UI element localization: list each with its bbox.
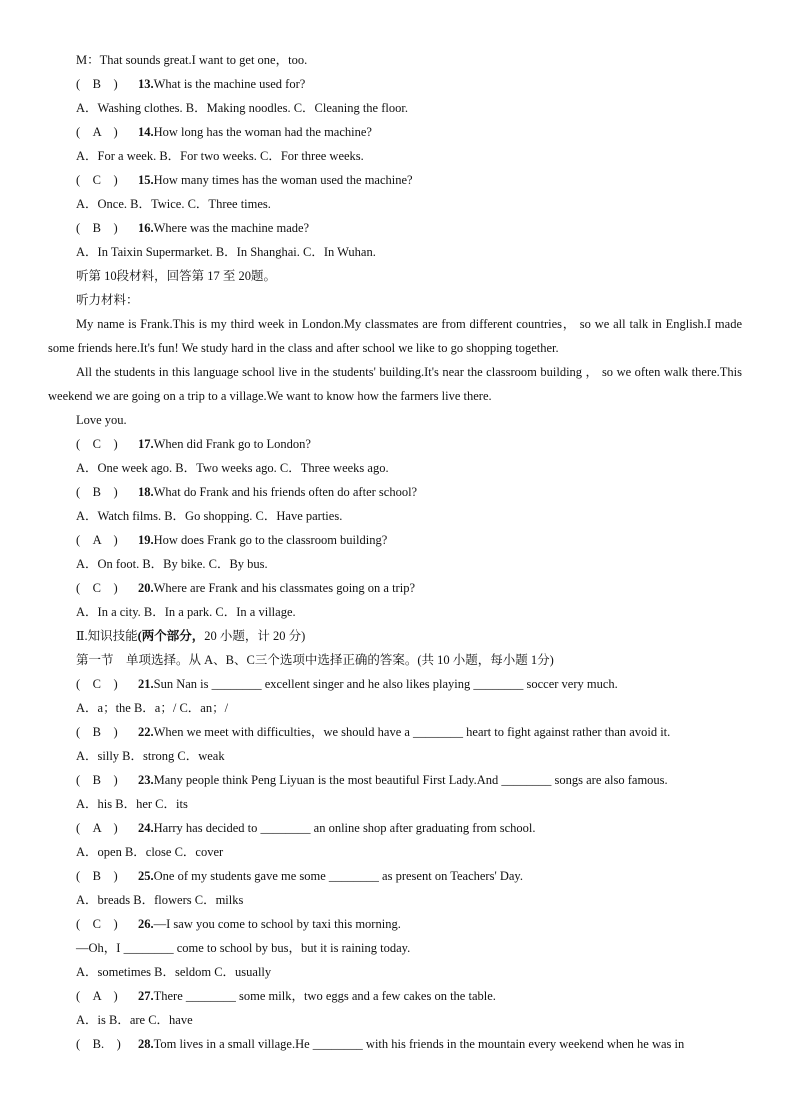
part-heading-bold: (两个部分， — [137, 629, 205, 643]
closing-line: Love you. — [76, 413, 127, 427]
question-number-20: 20. — [138, 581, 154, 595]
answer-25: ( B ) — [76, 869, 118, 883]
question-24 — [76, 820, 535, 836]
question-number-28: 28. — [138, 1037, 154, 1051]
question-text-28: Tom lives in a small village.He ________ with his friends in the mountain every weekend when he was in — [153, 1037, 685, 1051]
answer-18: ( B ) — [76, 485, 118, 499]
options-15: A．Once. B．Twice. C．Three times. — [76, 197, 271, 211]
question-text-21: Sun Nan is ________ excellent singer and he also likes playing ________ soccer very much. — [153, 677, 618, 691]
question-text-15: How many times has the woman used the machine? — [153, 173, 413, 187]
answer-20: ( C ) — [76, 581, 118, 595]
question-text-17: When did Frank go to London? — [153, 437, 311, 451]
question-22 — [76, 724, 670, 740]
answer-16: ( B ) — [76, 221, 118, 235]
answer-19: ( A ) — [76, 533, 118, 547]
part-heading — [76, 628, 305, 644]
question-number-19: 19. — [138, 533, 154, 547]
question-number-21: 21. — [138, 677, 154, 691]
question-text-26: —I saw you come to school by taxi this morning. — [153, 917, 401, 931]
listening-paragraph-2: All the students in this language school live in the students' building.It's near the classroom building ， so we often walk there.This weekend we are going on a trip to a village.We want to know how the farmers live there. — [48, 365, 742, 403]
answer-21: ( C ) — [76, 677, 118, 691]
question-text-18: What do Frank and his friends often do after school? — [153, 485, 418, 499]
question-18 — [76, 484, 417, 500]
question-text-16: Where was the machine made? — [153, 221, 310, 235]
answer-13: ( B ) — [76, 77, 118, 91]
question-text-19: How does Frank go to the classroom building? — [153, 533, 388, 547]
question-text-24: Harry has decided to ________ an online shop after graduating from school. — [153, 821, 536, 835]
question-27 — [76, 988, 496, 1004]
part-heading-prefix: Ⅱ.知识技能 — [76, 629, 138, 643]
question-25 — [76, 868, 523, 884]
question-23 — [76, 772, 668, 788]
question-17 — [76, 436, 311, 452]
answer-27: ( A ) — [76, 989, 118, 1003]
options-21: A．a；the B．a；/ C．an；/ — [76, 701, 229, 715]
question-text-23: Many people think Peng Liyuan is the most beautiful First Lady.And ________ songs are also famous. — [153, 773, 668, 787]
listening-paragraph-1: My name is Frank.This is my third week in London.My classmates are from different countries， so we all talk in English.I made some friends here.It's fun! We study hard in the class and after school we like to go shopping together. — [48, 317, 742, 355]
question-text-27: There ________ some milk，two eggs and a few cakes on the table. — [153, 989, 496, 1003]
question-number-24: 24. — [138, 821, 154, 835]
question-number-22: 22. — [138, 725, 154, 739]
question-number-13: 13. — [138, 77, 154, 91]
question-number-14: 14. — [138, 125, 154, 139]
question-13 — [76, 76, 305, 92]
question-15 — [76, 172, 413, 188]
part-heading-rest: 20 小题，计 20 分) — [204, 629, 306, 643]
listening-label: 听力材料： — [76, 293, 139, 307]
question-text-13: What is the machine used for? — [153, 77, 306, 91]
options-14: A．For a week. B．For two weeks. C．For three weeks. — [76, 149, 364, 163]
options-17: A．One week ago. B．Two weeks ago. C．Three weeks ago. — [76, 461, 389, 475]
question-19 — [76, 532, 387, 548]
answer-15: ( C ) — [76, 173, 118, 187]
answer-17: ( C ) — [76, 437, 118, 451]
options-22: A．silly B．strong C．weak — [76, 749, 225, 763]
answer-24: ( A ) — [76, 821, 118, 835]
options-23: A．his B．her C．its — [76, 797, 188, 811]
options-20: A．In a city. B．In a park. C．In a village. — [76, 605, 296, 619]
answer-23: ( B ) — [76, 773, 118, 787]
question-21 — [76, 676, 618, 692]
question-number-15: 15. — [138, 173, 154, 187]
question-number-17: 17. — [138, 437, 154, 451]
section-instruction: 听第 10段材料，回答第 17 至 20题。 — [76, 269, 277, 283]
question-text-25: One of my students gave me some ________ as present on Teachers' Day. — [153, 869, 523, 883]
question-26 — [76, 916, 401, 932]
question-text-22: When we meet with difficulties，we should have a ________ heart to fight against rather than avoid it. — [153, 725, 671, 739]
options-13: A．Washing clothes. B．Making noodles. C．Cleaning the floor. — [76, 101, 408, 115]
section-heading: 第一节 单项选择。从 A、B、C三个选项中选择正确的答案。(共 10 小题，每小题 1分) — [76, 653, 554, 667]
question-16 — [76, 220, 309, 236]
question-20 — [76, 580, 415, 596]
answer-26: ( C ) — [76, 917, 118, 931]
question-number-26: 26. — [138, 917, 154, 931]
options-18: A．Watch films. B．Go shopping. C．Have parties. — [76, 509, 343, 523]
options-25: A．breads B．flowers C．milks — [76, 893, 244, 907]
options-24: A．open B．close C．cover — [76, 845, 224, 859]
question-number-23: 23. — [138, 773, 154, 787]
question-number-18: 18. — [138, 485, 154, 499]
dialogue-line: M：That sounds great.I want to get one，too. — [76, 53, 308, 67]
options-26: A．sometimes B．seldom C．usually — [76, 965, 272, 979]
answer-28: ( B. ) — [76, 1037, 121, 1051]
options-16: A．In Taixin Supermarket. B．In Shanghai. C．In Wuhan. — [76, 245, 376, 259]
question-text-20: Where are Frank and his classmates going on a trip? — [153, 581, 415, 595]
question-number-16: 16. — [138, 221, 154, 235]
answer-14: ( A ) — [76, 125, 118, 139]
question-14 — [76, 124, 372, 140]
answer-22: ( B ) — [76, 725, 118, 739]
question-number-27: 27. — [138, 989, 154, 1003]
options-27: A．is B．are C．have — [76, 1013, 193, 1027]
options-19: A．On foot. B．By bike. C．By bus. — [76, 557, 268, 571]
question-text-14: How long has the woman had the machine? — [153, 125, 372, 139]
question-number-25: 25. — [138, 869, 154, 883]
question-26-reply: —Oh，I ________ come to school by bus，but it is raining today. — [76, 941, 411, 955]
question-28 — [76, 1036, 684, 1052]
